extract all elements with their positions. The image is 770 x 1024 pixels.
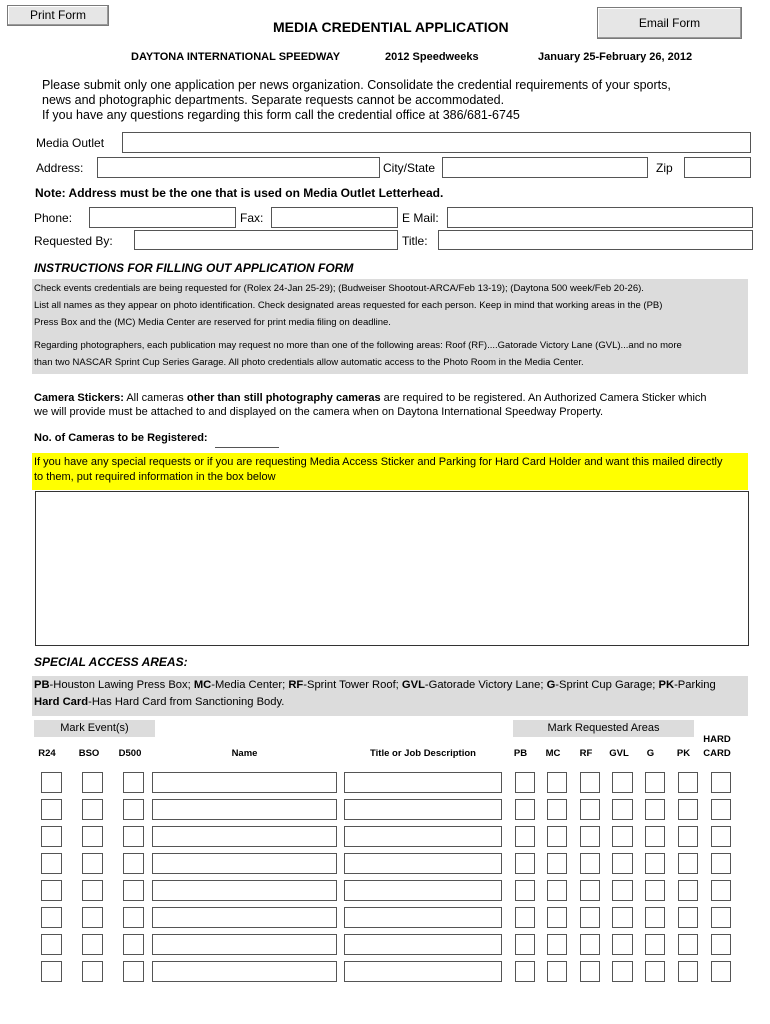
media-outlet-input[interactable] xyxy=(122,132,751,153)
camera-stickers-text xyxy=(34,392,707,404)
gvl-checkbox[interactable] xyxy=(612,853,633,874)
name-input[interactable] xyxy=(152,853,337,874)
access-areas-heading: SPECIAL ACCESS AREAS: xyxy=(34,655,188,669)
hard-card-checkbox[interactable] xyxy=(711,826,731,847)
rf-checkbox[interactable] xyxy=(580,880,600,901)
rf-checkbox[interactable] xyxy=(580,826,600,847)
col-mc: MC xyxy=(545,748,561,759)
r24-checkbox[interactable] xyxy=(41,961,62,982)
g-checkbox[interactable] xyxy=(645,799,665,820)
rf-checkbox[interactable] xyxy=(580,961,600,982)
access-areas-line1 xyxy=(34,679,716,691)
pk-checkbox[interactable] xyxy=(678,799,698,820)
media-outlet-label: Media Outlet xyxy=(36,136,105,150)
d500-checkbox[interactable] xyxy=(123,853,144,874)
name-input[interactable] xyxy=(152,934,337,955)
g-checkbox[interactable] xyxy=(645,853,665,874)
col-pb: PB xyxy=(513,748,528,759)
bso-checkbox[interactable] xyxy=(82,772,103,793)
address-note: Note: Address must be the one that is used on Media Outlet Letterhead. xyxy=(35,186,444,200)
name-input[interactable] xyxy=(152,961,337,982)
rf-checkbox[interactable] xyxy=(580,853,600,874)
name-input[interactable] xyxy=(152,907,337,928)
mc-checkbox[interactable] xyxy=(547,961,567,982)
address-input[interactable] xyxy=(97,157,380,178)
mark-areas-header: Mark Requested Areas xyxy=(513,720,694,737)
hard-card-checkbox[interactable] xyxy=(711,853,731,874)
bso-checkbox[interactable] xyxy=(82,961,103,982)
mc-checkbox[interactable] xyxy=(547,826,567,847)
mc-checkbox[interactable] xyxy=(547,772,567,793)
intro-line-2: news and photographic departments. Separate requests cannot be accommodated. xyxy=(42,93,505,107)
area-mc-code: MC xyxy=(193,679,212,691)
instructions-box xyxy=(32,279,748,374)
gvl-checkbox[interactable] xyxy=(612,907,633,928)
title-input[interactable] xyxy=(344,934,502,955)
col-rf: RF xyxy=(579,748,593,759)
special-request-line2: to them, put required information in the box below xyxy=(34,471,276,483)
instructions-p1-line1: Check events credentials are being requested for (Rolex 24-Jan 25-29); (Budweiser Shootout-ARCA/Feb 13-19); (Daytona 500 week/Feb 20-26). xyxy=(34,283,644,294)
city-state-label: City/State xyxy=(383,161,436,175)
camera-text-a: All cameras xyxy=(123,392,187,404)
pk-checkbox[interactable] xyxy=(678,853,698,874)
pb-checkbox[interactable] xyxy=(515,961,535,982)
hard-card-checkbox[interactable] xyxy=(711,772,731,793)
mc-checkbox[interactable] xyxy=(547,799,567,820)
camera-stickers-label: Camera Stickers: xyxy=(34,392,124,404)
phone-input[interactable] xyxy=(89,207,236,228)
bso-checkbox[interactable] xyxy=(82,799,103,820)
requested-by-input[interactable] xyxy=(134,230,398,250)
d500-checkbox[interactable] xyxy=(123,907,144,928)
hard-card-checkbox[interactable] xyxy=(711,961,731,982)
special-request-banner xyxy=(32,453,748,490)
rf-checkbox[interactable] xyxy=(580,799,600,820)
g-checkbox[interactable] xyxy=(645,880,665,901)
pb-checkbox[interactable] xyxy=(515,772,535,793)
area-g-text: -Sprint Cup Garage; xyxy=(555,679,659,691)
hard-card-checkbox[interactable] xyxy=(711,880,731,901)
city-state-input[interactable] xyxy=(442,157,648,178)
title-input[interactable] xyxy=(344,799,502,820)
d500-checkbox[interactable] xyxy=(123,961,144,982)
g-checkbox[interactable] xyxy=(645,907,665,928)
access-areas-line2 xyxy=(34,696,284,708)
col-g: G xyxy=(646,748,655,759)
r24-checkbox[interactable] xyxy=(41,880,62,901)
bso-checkbox[interactable] xyxy=(82,907,103,928)
area-g-code: G xyxy=(546,679,556,691)
col-gvl: GVL xyxy=(609,748,629,759)
col-name: Name xyxy=(231,748,258,759)
pb-checkbox[interactable] xyxy=(515,934,535,955)
col-bso: BSO xyxy=(78,748,100,759)
title-input[interactable] xyxy=(344,853,502,874)
area-gvl-text: -Gatorade Victory Lane; xyxy=(424,679,547,691)
mc-checkbox[interactable] xyxy=(547,934,567,955)
r24-checkbox[interactable] xyxy=(41,826,62,847)
title-input[interactable] xyxy=(344,907,502,928)
mc-checkbox[interactable] xyxy=(547,907,567,928)
pb-checkbox[interactable] xyxy=(515,907,535,928)
camera-stickers-line2: we will provide must be attached to and displayed on the camera when on Daytona International Speedway Property. xyxy=(34,406,604,418)
area-hc-text: -Has Hard Card from Sanctioning Body. xyxy=(88,696,285,708)
area-pb-code: PB xyxy=(34,679,50,691)
special-request-line1: If you have any special requests or if you are requesting Media Access Sticker and Parking for Hard Card Holder and want this mailed directly xyxy=(34,456,723,468)
r24-checkbox[interactable] xyxy=(41,799,62,820)
pb-checkbox[interactable] xyxy=(515,853,535,874)
mark-events-header: Mark Event(s) xyxy=(34,720,155,737)
pk-checkbox[interactable] xyxy=(678,880,698,901)
gvl-checkbox[interactable] xyxy=(612,772,633,793)
title-input[interactable] xyxy=(344,826,502,847)
bso-checkbox[interactable] xyxy=(82,934,103,955)
instructions-p2-line1: Regarding photographers, each publication may request no more than one of the following areas: Roof (RF)....Gatorade Victory Lane (GVL)...and no more xyxy=(34,340,682,351)
mc-checkbox[interactable] xyxy=(547,880,567,901)
gvl-checkbox[interactable] xyxy=(612,799,633,820)
pk-checkbox[interactable] xyxy=(678,961,698,982)
col-pk: PK xyxy=(676,748,691,759)
d500-checkbox[interactable] xyxy=(123,799,144,820)
camera-count-label: No. of Cameras to be Registered: xyxy=(34,432,208,444)
col-r24: R24 xyxy=(38,748,56,759)
area-rf-code: RF xyxy=(288,679,304,691)
email-form-button[interactable]: Email Form xyxy=(597,7,742,39)
area-mc-text: -Media Center; xyxy=(211,679,289,691)
area-gvl-code: GVL xyxy=(401,679,425,691)
d500-checkbox[interactable] xyxy=(123,880,144,901)
r24-checkbox[interactable] xyxy=(41,853,62,874)
form-title: MEDIA CREDENTIAL APPLICATION xyxy=(273,19,509,35)
gvl-checkbox[interactable] xyxy=(612,826,633,847)
pk-checkbox[interactable] xyxy=(678,772,698,793)
camera-text-b: other than still photography cameras xyxy=(186,392,381,404)
area-pk-text: -Parking xyxy=(674,679,716,691)
bso-checkbox[interactable] xyxy=(82,853,103,874)
pk-checkbox[interactable] xyxy=(678,907,698,928)
pb-checkbox[interactable] xyxy=(515,880,535,901)
g-checkbox[interactable] xyxy=(645,826,665,847)
pk-checkbox[interactable] xyxy=(678,934,698,955)
special-request-textarea[interactable] xyxy=(35,491,749,646)
area-pb-text: -Houston Lawing Press Box; xyxy=(49,679,194,691)
title-label: Title: xyxy=(402,234,428,248)
name-input[interactable] xyxy=(152,799,337,820)
title-input[interactable] xyxy=(344,880,502,901)
bso-checkbox[interactable] xyxy=(82,880,103,901)
mc-checkbox[interactable] xyxy=(547,853,567,874)
camera-text-c: are required to be registered. An Authorized Camera Sticker which xyxy=(380,392,707,404)
hard-card-checkbox[interactable] xyxy=(711,799,731,820)
camera-count-input[interactable] xyxy=(215,447,279,448)
name-input[interactable] xyxy=(152,826,337,847)
pk-checkbox[interactable] xyxy=(678,826,698,847)
title-input[interactable] xyxy=(344,961,502,982)
name-input[interactable] xyxy=(152,880,337,901)
d500-checkbox[interactable] xyxy=(123,826,144,847)
pb-checkbox[interactable] xyxy=(515,826,535,847)
area-pk-code: PK xyxy=(658,679,675,691)
area-rf-text: -Sprint Tower Roof; xyxy=(303,679,402,691)
venue-name: DAYTONA INTERNATIONAL SPEEDWAY xyxy=(131,51,341,63)
intro-line-3: If you have any questions regarding this form call the credential office at 386/681-6745 xyxy=(42,108,520,122)
rf-checkbox[interactable] xyxy=(580,934,600,955)
access-areas-box xyxy=(32,676,748,716)
instructions-p1-line2: List all names as they appear on photo identification. Check designated areas requested for each person. Keep in mind that working areas in the (PB) xyxy=(34,300,663,311)
gvl-checkbox[interactable] xyxy=(612,880,633,901)
col-hard: HARD xyxy=(703,734,731,745)
email-input[interactable] xyxy=(447,207,753,228)
r24-checkbox[interactable] xyxy=(41,907,62,928)
r24-checkbox[interactable] xyxy=(41,772,62,793)
instructions-p1-line3: Press Box and the (MC) Media Center are reserved for print media filing on deadline. xyxy=(34,317,391,328)
r24-checkbox[interactable] xyxy=(41,934,62,955)
rf-checkbox[interactable] xyxy=(580,907,600,928)
instructions-p2-line2: than two NASCAR Sprint Cup Series Garage. All photo credentials allow automatic access to the Photo Room in the Media Center. xyxy=(34,357,584,368)
requested-by-label: Requested By: xyxy=(34,234,113,248)
fax-input[interactable] xyxy=(271,207,398,228)
g-checkbox[interactable] xyxy=(645,934,665,955)
event-dates: January 25-February 26, 2012 xyxy=(538,51,693,63)
hard-card-checkbox[interactable] xyxy=(711,934,731,955)
event-name: 2012 Speedweeks xyxy=(385,51,479,63)
name-input[interactable] xyxy=(152,772,337,793)
col-d500: D500 xyxy=(118,748,142,759)
title-input[interactable] xyxy=(344,772,502,793)
g-checkbox[interactable] xyxy=(645,961,665,982)
email-label: E Mail: xyxy=(402,211,439,225)
phone-label: Phone: xyxy=(34,211,73,225)
title-input[interactable] xyxy=(438,230,753,250)
intro-line-1: Please submit only one application per news organization. Consolidate the credential requirements of your sports, xyxy=(42,78,671,92)
zip-input[interactable] xyxy=(684,157,751,178)
col-title: Title or Job Description xyxy=(370,748,476,759)
instructions-heading: INSTRUCTIONS FOR FILLING OUT APPLICATION FORM xyxy=(34,261,354,275)
bso-checkbox[interactable] xyxy=(82,826,103,847)
area-hc-code: Hard Card xyxy=(34,696,89,708)
hard-card-checkbox[interactable] xyxy=(711,907,731,928)
col-card: CARD xyxy=(703,748,731,759)
rf-checkbox[interactable] xyxy=(580,772,600,793)
g-checkbox[interactable] xyxy=(645,772,665,793)
gvl-checkbox[interactable] xyxy=(612,961,633,982)
print-form-button[interactable]: Print Form xyxy=(7,5,109,26)
address-label: Address: xyxy=(36,161,84,175)
gvl-checkbox[interactable] xyxy=(612,934,633,955)
pb-checkbox[interactable] xyxy=(515,799,535,820)
d500-checkbox[interactable] xyxy=(123,934,144,955)
zip-label: Zip xyxy=(656,161,673,175)
fax-label: Fax: xyxy=(240,211,264,225)
d500-checkbox[interactable] xyxy=(123,772,144,793)
